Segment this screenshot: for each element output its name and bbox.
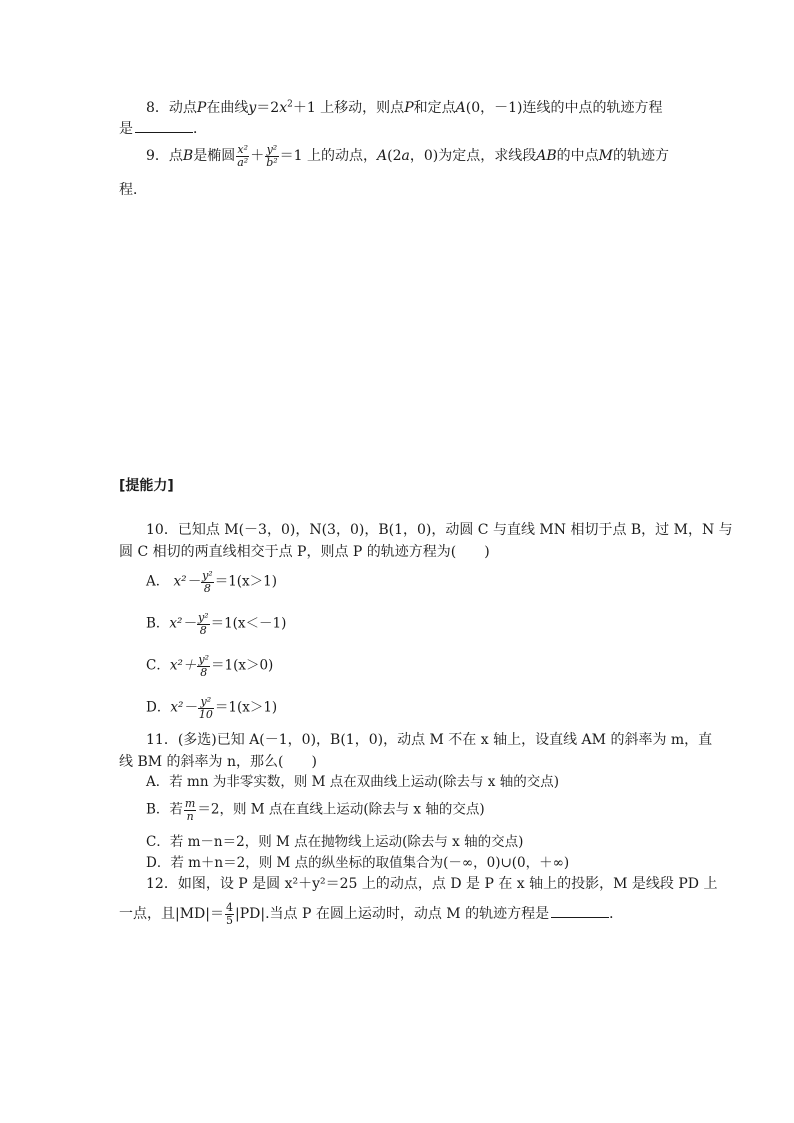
- fraction: [265, 144, 278, 168]
- problem-12-line-2: [119, 902, 623, 926]
- problem-9-line-2: [119, 180, 147, 201]
- text: 的轨迹方: [612, 148, 669, 165]
- denominator: 8: [199, 623, 207, 637]
- fraction: [198, 696, 214, 720]
- option-11-d[interactable]: D．若 m＋n＝2，则 M 点的纵坐标的取值集合为(－∞，0)∪(0，＋∞): [146, 855, 570, 871]
- option-label: C．: [146, 657, 170, 674]
- option-10-c[interactable]: [146, 654, 273, 678]
- option-label: A．: [146, 573, 170, 590]
- text: 一点，且|MD|＝: [119, 906, 224, 923]
- problem-8-line-2: [119, 119, 207, 140]
- text: 的中点: [556, 148, 599, 165]
- denominator: 10: [198, 707, 213, 721]
- var: B: [182, 148, 194, 165]
- text: B．若: [146, 801, 183, 818]
- var: P: [196, 100, 207, 116]
- var: x: [279, 100, 288, 116]
- option-10-d[interactable]: [146, 696, 277, 720]
- text: ＝2: [256, 100, 280, 116]
- problem-11-line-2: 线 BM 的斜率为 n，那么( ): [119, 754, 317, 770]
- text: 是: [119, 121, 133, 137]
- text: ＝1(x＜－1): [210, 615, 287, 632]
- text: x²－: [169, 615, 196, 632]
- fraction: [184, 798, 196, 822]
- text: ＝1(x＞0): [211, 657, 274, 674]
- text: 程．: [119, 182, 147, 198]
- numerator: m: [184, 797, 196, 810]
- var: P: [404, 100, 414, 116]
- denominator: 8: [200, 665, 208, 679]
- answer-blank[interactable]: [551, 905, 609, 918]
- text: 9．点: [146, 148, 183, 165]
- exponent: 2: [287, 99, 293, 110]
- text: 8．动点: [146, 100, 197, 116]
- denominator: 8: [203, 581, 211, 595]
- fraction: [197, 612, 210, 636]
- fraction: [236, 144, 249, 168]
- var: y: [248, 100, 257, 116]
- problem-10-line-1: 10．已知点 M(－3，0)，N(3，0)，B(1，0)，动圆 C 与直线 MN 相切于点 B，过 M，N 与: [146, 522, 733, 538]
- text: 在曲线: [206, 100, 249, 116]
- text: x²＋: [169, 657, 197, 674]
- var: AB: [536, 148, 557, 165]
- problem-9-line-1: [146, 144, 669, 168]
- var: M: [598, 148, 613, 165]
- fraction: [225, 902, 234, 926]
- var: a: [401, 148, 410, 165]
- numerator: y²: [198, 696, 214, 709]
- text: (0，－1)连线的中点的轨迹方程: [465, 100, 663, 116]
- numerator: y²: [197, 611, 209, 624]
- denominator: n: [186, 809, 194, 823]
- numerator: y²: [198, 653, 209, 666]
- var: A: [455, 100, 466, 116]
- option-label: D．: [146, 699, 171, 716]
- text: ，0)为定点，求线段: [409, 148, 537, 165]
- text: 和定点: [413, 100, 456, 116]
- problem-11-line-1: 11．(多选)已知 A(－1，0)，B(1，0)，动点 M 不在 x 轴上，设直线 AM 的斜率为 m，直: [146, 732, 713, 748]
- option-11-c[interactable]: C．若 m－n＝2，则 M 点在抛物线上运动(除去与 x 轴的交点): [146, 834, 524, 850]
- problem-12-line-1: 12．如图，设 P 是圆 x²＋y²＝25 上的动点，点 D 是 P 在 x 轴上的投影，M 是线段 PD 上: [146, 876, 718, 892]
- problem-10-line-2: 圆 C 相切的两直线相交于点 P，则点 P 的轨迹方程为( ): [119, 544, 490, 560]
- numerator: 4: [226, 901, 233, 914]
- numerator: y²: [266, 143, 278, 156]
- text: x²－: [170, 699, 197, 716]
- text: ＋1 上移动，则点: [292, 100, 405, 116]
- problem-8-line-1: [146, 98, 662, 119]
- numerator: y²: [202, 569, 213, 582]
- numerator: x²: [237, 143, 249, 156]
- option-11-b[interactable]: [146, 798, 485, 822]
- text: x²－: [173, 573, 201, 590]
- denominator: 5: [226, 913, 233, 927]
- option-11-a[interactable]: A．若 mn 为非零实数，则 M 点在双曲线上运动(除去与 x 轴的交点): [146, 774, 559, 790]
- text: (2: [387, 148, 402, 165]
- denominator: b²: [266, 155, 278, 169]
- text: ．: [193, 121, 207, 137]
- option-label: B．: [146, 615, 170, 632]
- text: ．: [609, 906, 624, 923]
- answer-blank[interactable]: [135, 120, 193, 133]
- text: ＝1 上的动点，: [279, 148, 377, 165]
- text: ＝1(x＞1): [214, 573, 278, 590]
- option-10-b[interactable]: [146, 612, 286, 636]
- fraction: [201, 570, 214, 594]
- text: ＝2，则 M 点在直线上运动(除去与 x 轴的交点): [197, 801, 485, 818]
- denominator: a²: [237, 155, 249, 169]
- var: A: [377, 148, 388, 165]
- text: 是椭圆: [193, 148, 236, 165]
- text: ＝1(x＞1): [214, 699, 278, 716]
- fraction: [197, 654, 210, 678]
- text: ＋: [250, 148, 265, 165]
- text: |PD|.当点 P 在圆上运动时，动点 M 的轨迹方程是: [235, 906, 550, 923]
- section-heading: [提能力]: [119, 478, 174, 494]
- option-10-a[interactable]: [146, 570, 277, 594]
